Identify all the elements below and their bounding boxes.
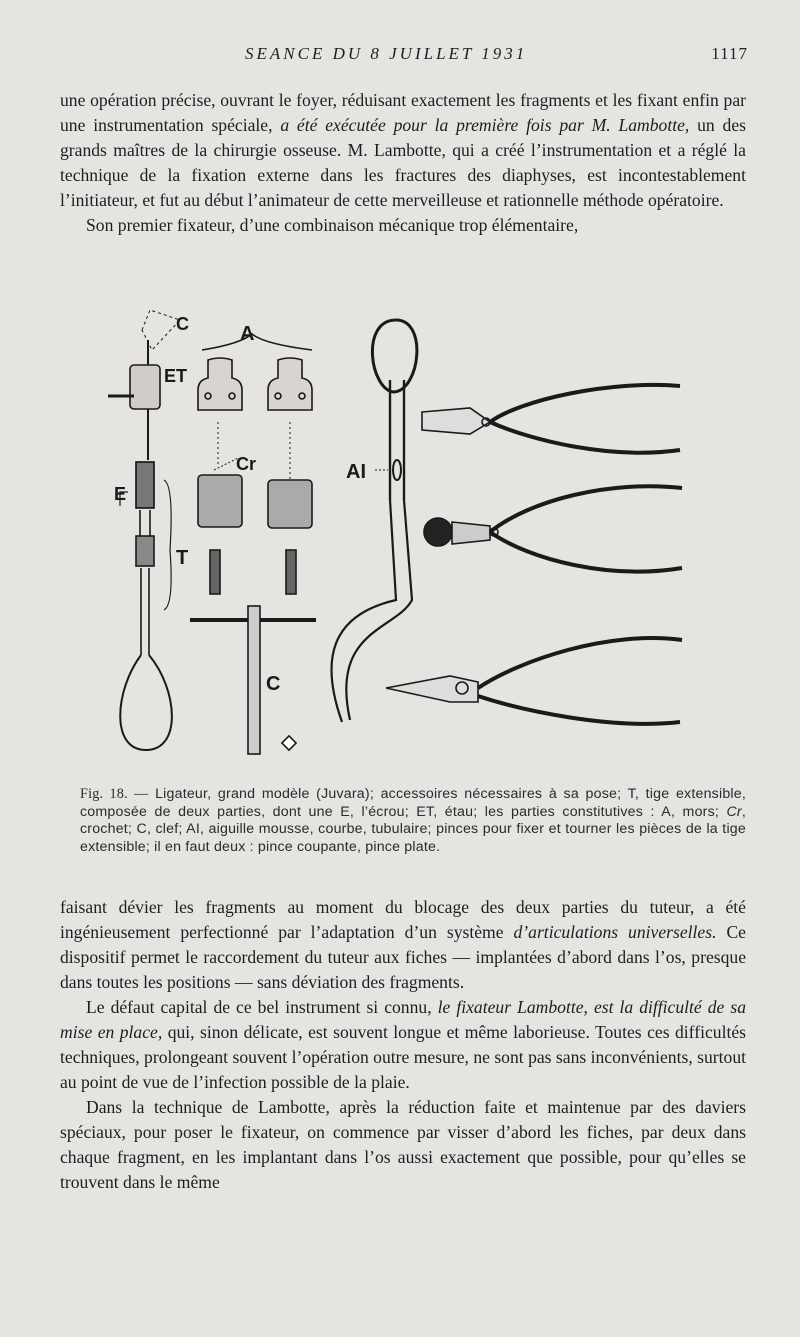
paragraph: Le défaut capital de ce bel instrument si connu, le fixateur Lambotte, est la difficulté de sa mise en place, qui, sinon délicate, est souvent longue et même laborieuse. Toutes ces difficultés techniques, prolongeant souvent l’opération outre mesure, ne sont pas sans inconvénients, surtout au point de vue de l’infection possible de la plaie. [60, 997, 747, 1092]
label-ai: AI [346, 461, 366, 483]
page-number: 1117 [711, 44, 748, 63]
page-header [0, 44, 800, 68]
paragraph: une opération précise, ouvrant le foyer, réduisant exactement les fragments et les fixant enfin par une instrumentation spéciale, a été exécutée pour la première fois par M. Lambotte, un des grands maîtres de la chirurgie osseuse. M. Lambotte, qui a créé l’instrumentation et a réglé la technique de la fixation externe dans les fractures des diaphyses, est incontestablement l’initiateur, et fut au début l’animateur de cette merveilleuse et rationnelle méthode opératoire. [60, 90, 746, 210]
label-c-top: C [176, 314, 189, 334]
body-text-top [60, 88, 746, 238]
instrument-figure [90, 310, 710, 762]
label-cr: Cr [236, 454, 257, 474]
body-text-bottom [60, 895, 746, 1195]
paragraph: Son premier fixateur, d’une combinaison mécanique trop élémentaire, [86, 215, 579, 235]
paragraph: Dans la technique de Lambotte, après la réduction faite et maintenue par des daviers spéciaux, pour poser le fixateur, on commence par visser d’abord les fiches, par deux dans chaque fragment, en les implantant dans l’os aussi exactement que possible, pour qu’elles se trouvent dans le même [60, 1097, 746, 1192]
figure-illustration [90, 310, 710, 762]
label-et: ET [164, 366, 188, 386]
label-c-key: C [266, 673, 281, 695]
label-e: E [114, 484, 127, 504]
running-title: SEANCE DU 8 JUILLET 1931 [245, 44, 528, 63]
paragraph: faisant dévier les fragments au moment du blocage des deux parties du tuteur, a été ingénieusement perfectionné par l’adaptation d’un système d’articulations universelles. Ce dispositif permet le raccordement du tuteur aux fiches — implantées d’abord dans l’os, presque dans toutes les positions — sans déviation des fragments. [60, 897, 746, 992]
figure-caption: Fig. 18. — Ligateur, grand modèle (Juvara); accessoires nécessaires à sa pose; T, tige extensible, composée de deux parties, dont une E, l’écrou; ET, étau; les parties constitutives : A, mors; Cr, crochet; C, clef; AI, aiguille mousse, courbe, tubulaire; pinces pour fixer et tourner les pièces de la tige extensible; il en faut deux : pince coupante, pince plate. [80, 786, 746, 855]
label-t: T [176, 547, 189, 569]
label-a: A [240, 323, 255, 345]
